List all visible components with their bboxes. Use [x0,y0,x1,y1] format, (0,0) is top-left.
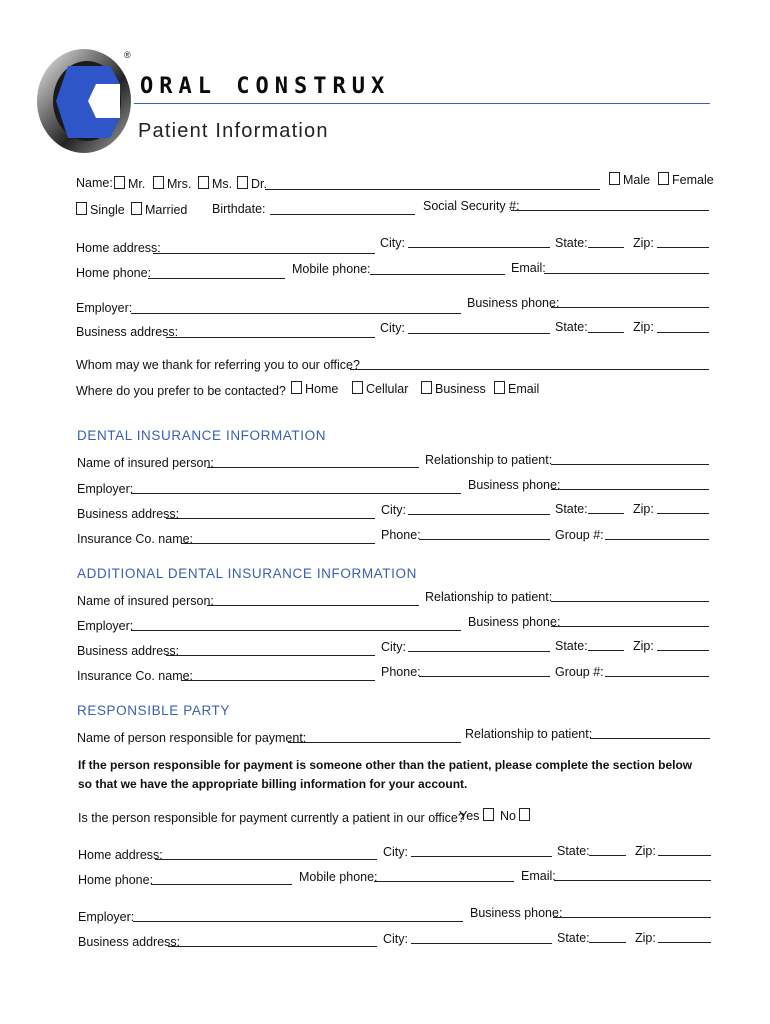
state-label: State: [555,236,588,250]
resp-mobile-phone-field[interactable] [374,881,514,882]
resp-business-state-field[interactable] [589,942,626,943]
home-address-label: Home address: [76,241,161,255]
mobile-phone-field[interactable] [370,274,505,275]
business-address-label: Business address: [76,325,179,339]
resp-business-address-label: Business address: [78,935,181,949]
ins-group-field[interactable] [605,539,709,540]
dental-insurance-heading: DENTAL INSURANCE INFORMATION [77,428,327,443]
checkbox-single[interactable] [76,202,87,215]
checkbox-married[interactable] [131,202,142,215]
name-label: Name: [76,176,113,190]
marital-married-option[interactable]: Married [131,202,187,217]
state-field[interactable] [588,247,624,248]
ins-state-label: State: [555,502,588,516]
ssn-label: Social Security #: [423,199,520,213]
resp-home-address-label: Home address: [78,848,163,862]
checkbox-female[interactable] [658,172,669,185]
responsible-yes-option[interactable]: Yes [459,808,497,823]
ins-relationship-label: Relationship to patient: [425,453,553,467]
resp-city-field[interactable] [411,856,552,857]
ins-relationship-field[interactable] [551,464,709,465]
ins-company-label: Insurance Co. name: [77,532,194,546]
ins-business-phone-field[interactable] [551,489,709,490]
add-relationship-field[interactable] [551,601,709,602]
home-phone-label: Home phone: [76,266,152,280]
ssn-field[interactable] [511,210,709,211]
responsible-patient-question: Is the person responsible for payment currently a patient in our office? [78,811,465,825]
resp-zip-field[interactable] [658,855,711,856]
resp-business-zip-field[interactable] [658,942,711,943]
responsible-relationship-field[interactable] [590,738,710,739]
ins-phone-field[interactable] [419,539,550,540]
name-field[interactable] [265,189,600,190]
sex-female-option[interactable]: Female [658,172,714,187]
home-phone-field[interactable] [148,278,285,279]
business-state-field[interactable] [588,332,624,333]
checkbox-ms[interactable] [198,176,209,189]
checkbox-yes[interactable] [483,808,494,821]
resp-business-city-label: City: [383,932,408,946]
business-phone-label: Business phone: [467,296,560,310]
resp-business-address-field[interactable] [168,946,377,947]
add-business-phone-label: Business phone: [468,615,561,629]
ins-employer-field[interactable] [131,493,461,494]
resp-home-address-field[interactable] [155,859,377,860]
ins-employer-label: Employer: [77,482,134,496]
resp-zip-label: Zip: [635,844,656,858]
ins-business-phone-label: Business phone: [468,478,561,492]
resp-home-phone-field[interactable] [151,884,292,885]
responsible-notice-line2: so that we have the appropriate billing information for your account. [78,777,468,791]
add-company-field[interactable] [181,680,375,681]
contact-business-option[interactable]: Business [421,381,486,396]
resp-business-state-label: State: [557,931,590,945]
add-group-field[interactable] [605,676,709,677]
email-label: Email: [511,261,546,275]
resp-city-label: City: [383,845,408,859]
resp-state-label: State: [557,844,590,858]
add-relationship-label: Relationship to patient: [425,590,553,604]
business-zip-field[interactable] [657,332,709,333]
ins-insured-field[interactable] [207,467,419,468]
resp-home-phone-label: Home phone: [78,873,154,887]
checkbox-mrs[interactable] [153,176,164,189]
title-mr-option[interactable]: Mr. [114,176,145,191]
resp-employer-label: Employer: [78,910,135,924]
business-address-field[interactable] [166,337,375,338]
city-field[interactable] [408,247,550,248]
resp-state-field[interactable] [589,855,626,856]
referral-field[interactable] [350,369,709,370]
title-mrs-option[interactable]: Mrs. [153,176,191,191]
resp-mobile-phone-label: Mobile phone: [299,870,378,884]
add-phone-label: Phone: [381,665,421,679]
additional-insurance-heading: ADDITIONAL DENTAL INSURANCE INFORMATION [77,566,417,581]
employer-field[interactable] [131,313,461,314]
zip-label: Zip: [633,236,654,250]
checkbox-contact-email[interactable] [494,381,505,394]
add-insured-label: Name of insured person: [77,594,214,608]
resp-business-city-field[interactable] [411,943,552,944]
checkbox-contact-business[interactable] [421,381,432,394]
contact-cellular-option[interactable]: Cellular [352,381,408,396]
business-city-field[interactable] [408,333,550,334]
add-business-phone-field[interactable] [551,626,709,627]
resp-business-phone-field[interactable] [553,917,711,918]
birthdate-label: Birthdate: [212,202,266,216]
employer-label: Employer: [76,301,133,315]
city-label: City: [380,236,405,250]
business-state-label: State: [555,320,588,334]
add-zip-field[interactable] [657,650,709,651]
business-zip-label: Zip: [633,320,654,334]
contact-preference-label: Where do you prefer to be contacted? [76,384,286,398]
responsible-name-label: Name of person responsible for payment: [77,731,307,745]
sex-male-option[interactable]: Male [609,172,650,187]
add-employer-label: Employer: [77,619,134,633]
ins-city-label: City: [381,503,406,517]
resp-email-label: Email: [521,869,556,883]
ins-city-field[interactable] [408,514,550,515]
email-field[interactable] [544,273,709,274]
responsible-notice-line1: If the person responsible for payment is someone other than the patient, please complete the section below [78,758,693,772]
ins-business-address-label: Business address: [77,507,180,521]
contact-email-option[interactable]: Email [494,381,539,396]
ins-insured-label: Name of insured person: [77,456,214,470]
add-group-label: Group #: [555,665,604,679]
page-title: Patient Information [138,120,329,142]
responsible-no-option[interactable]: No [500,808,533,823]
checkbox-contact-home[interactable] [291,381,302,394]
add-state-field[interactable] [588,650,624,651]
add-city-field[interactable] [408,651,550,652]
title-ms-option[interactable]: Ms. [198,176,232,191]
add-city-label: City: [381,640,406,654]
registered-mark: ® [124,50,131,60]
responsible-party-heading: RESPONSIBLE PARTY [77,703,230,718]
ins-zip-label: Zip: [633,502,654,516]
business-city-label: City: [380,321,405,335]
header-divider [134,103,710,104]
ins-state-field[interactable] [588,513,624,514]
checkbox-male[interactable] [609,172,620,185]
business-phone-field[interactable] [551,307,709,308]
add-zip-label: Zip: [633,639,654,653]
checkbox-no[interactable] [519,808,530,821]
ins-group-label: Group #: [555,528,604,542]
resp-employer-field[interactable] [133,921,463,922]
checkbox-mr[interactable] [114,176,125,189]
contact-home-option[interactable]: Home [291,381,338,396]
referral-label: Whom may we thank for referring you to our office? [76,358,360,372]
checkbox-dr[interactable] [237,176,248,189]
checkbox-contact-cellular[interactable] [352,381,363,394]
add-business-address-field[interactable] [166,655,375,656]
ins-company-field[interactable] [181,543,375,544]
add-state-label: State: [555,639,588,653]
ins-phone-label: Phone: [381,528,421,542]
responsible-relationship-label: Relationship to patient: [465,727,593,741]
title-dr-option[interactable]: Dr. [237,176,267,191]
home-address-field[interactable] [153,253,375,254]
resp-email-field[interactable] [554,880,711,881]
add-phone-field[interactable] [419,676,550,677]
mobile-phone-label: Mobile phone: [292,262,371,276]
zip-field[interactable] [657,247,709,248]
add-company-label: Insurance Co. name: [77,669,194,683]
birthdate-field[interactable] [270,214,415,215]
responsible-name-field[interactable] [288,742,461,743]
resp-business-phone-label: Business phone: [470,906,563,920]
oral-construx-logo-icon [34,46,134,156]
marital-single-option[interactable]: Single [76,202,125,217]
resp-business-zip-label: Zip: [635,931,656,945]
ins-zip-field[interactable] [657,513,709,514]
ins-business-address-field[interactable] [166,518,375,519]
brand-name: ORAL CONSTRUX [140,74,391,99]
add-insured-field[interactable] [207,605,419,606]
add-employer-field[interactable] [131,630,461,631]
add-business-address-label: Business address: [77,644,180,658]
